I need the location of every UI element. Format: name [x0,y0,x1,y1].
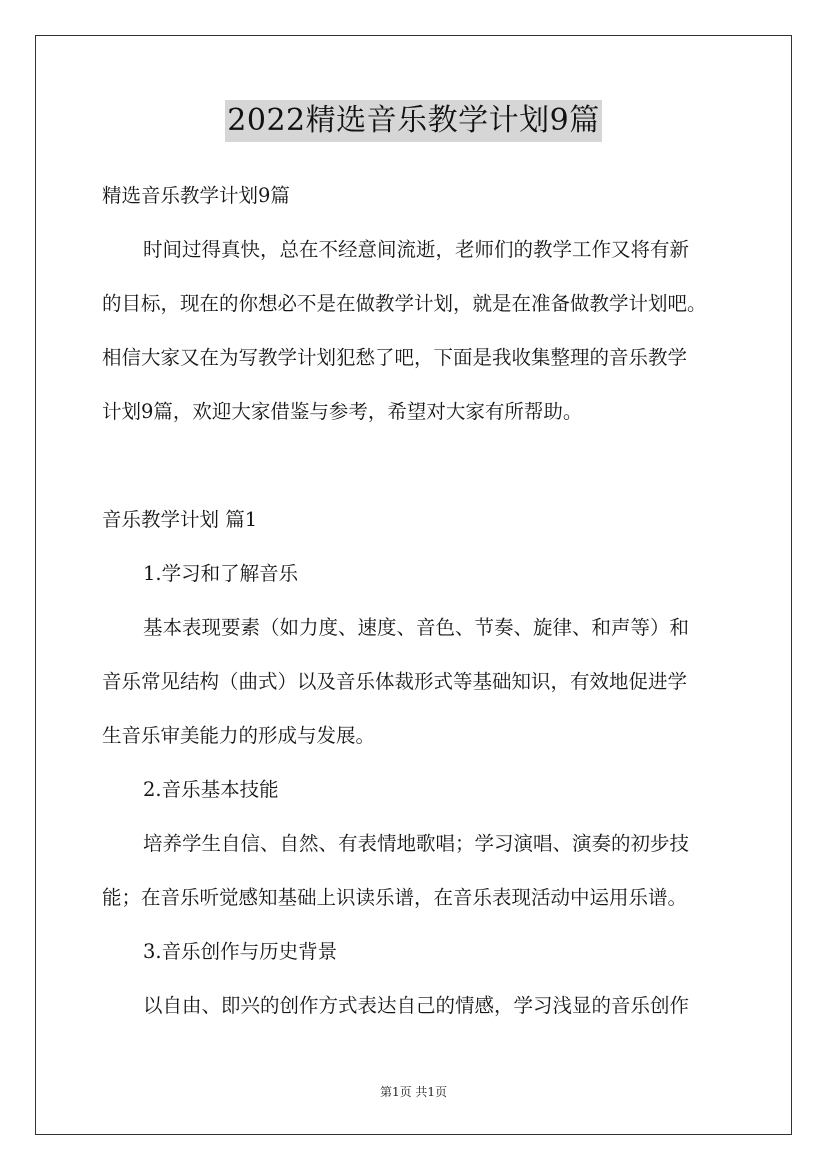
item1-line-1: 基本表现要素（如力度、速度、音色、节奏、旋律、和声等）和 [143,616,690,639]
intro-line-4: 计划9篇，欢迎大家借鉴与参考，希望对大家有所帮助。 [102,400,583,423]
item3-line-1: 以自由、即兴的创作方式表达自己的情感，学习浅显的音乐创作 [143,994,690,1017]
item1-line-2: 音乐常见结构（曲式）以及音乐体裁形式等基础知识，有效地促进学 [102,670,688,693]
intro-line-3: 相信大家又在为写教学计划犯愁了吧，下面是我收集整理的音乐教学 [102,346,688,369]
section-heading: 音乐教学计划 篇1 [102,508,258,531]
item2-heading: 2.音乐基本技能 [143,778,279,801]
intro-line-2: 的目标，现在的你想必不是在做教学计划，就是在准备做教学计划吧。 [102,292,707,315]
document-title: 2022精选音乐教学计划9篇 [225,100,601,142]
item1-heading: 1.学习和了解音乐 [143,562,299,585]
intro-line-1: 时间过得真快，总在不经意间流逝，老师们的教学工作又将有新 [143,238,690,261]
page-footer: 第1页 共1页 [379,1085,448,1099]
document-subtitle: 精选音乐教学计划9篇 [102,184,290,207]
item1-line-3: 生音乐审美能力的形成与发展。 [102,724,376,747]
item3-heading: 3.音乐创作与历史背景 [143,940,338,963]
title-container [0,100,827,142]
item2-line-2: 能；在音乐听觉感知基础上识读乐谱，在音乐表现活动中运用乐谱。 [102,886,688,909]
item2-line-1: 培养学生自信、自然、有表情地歌唱；学习演唱、演奏的初步技 [143,832,690,855]
